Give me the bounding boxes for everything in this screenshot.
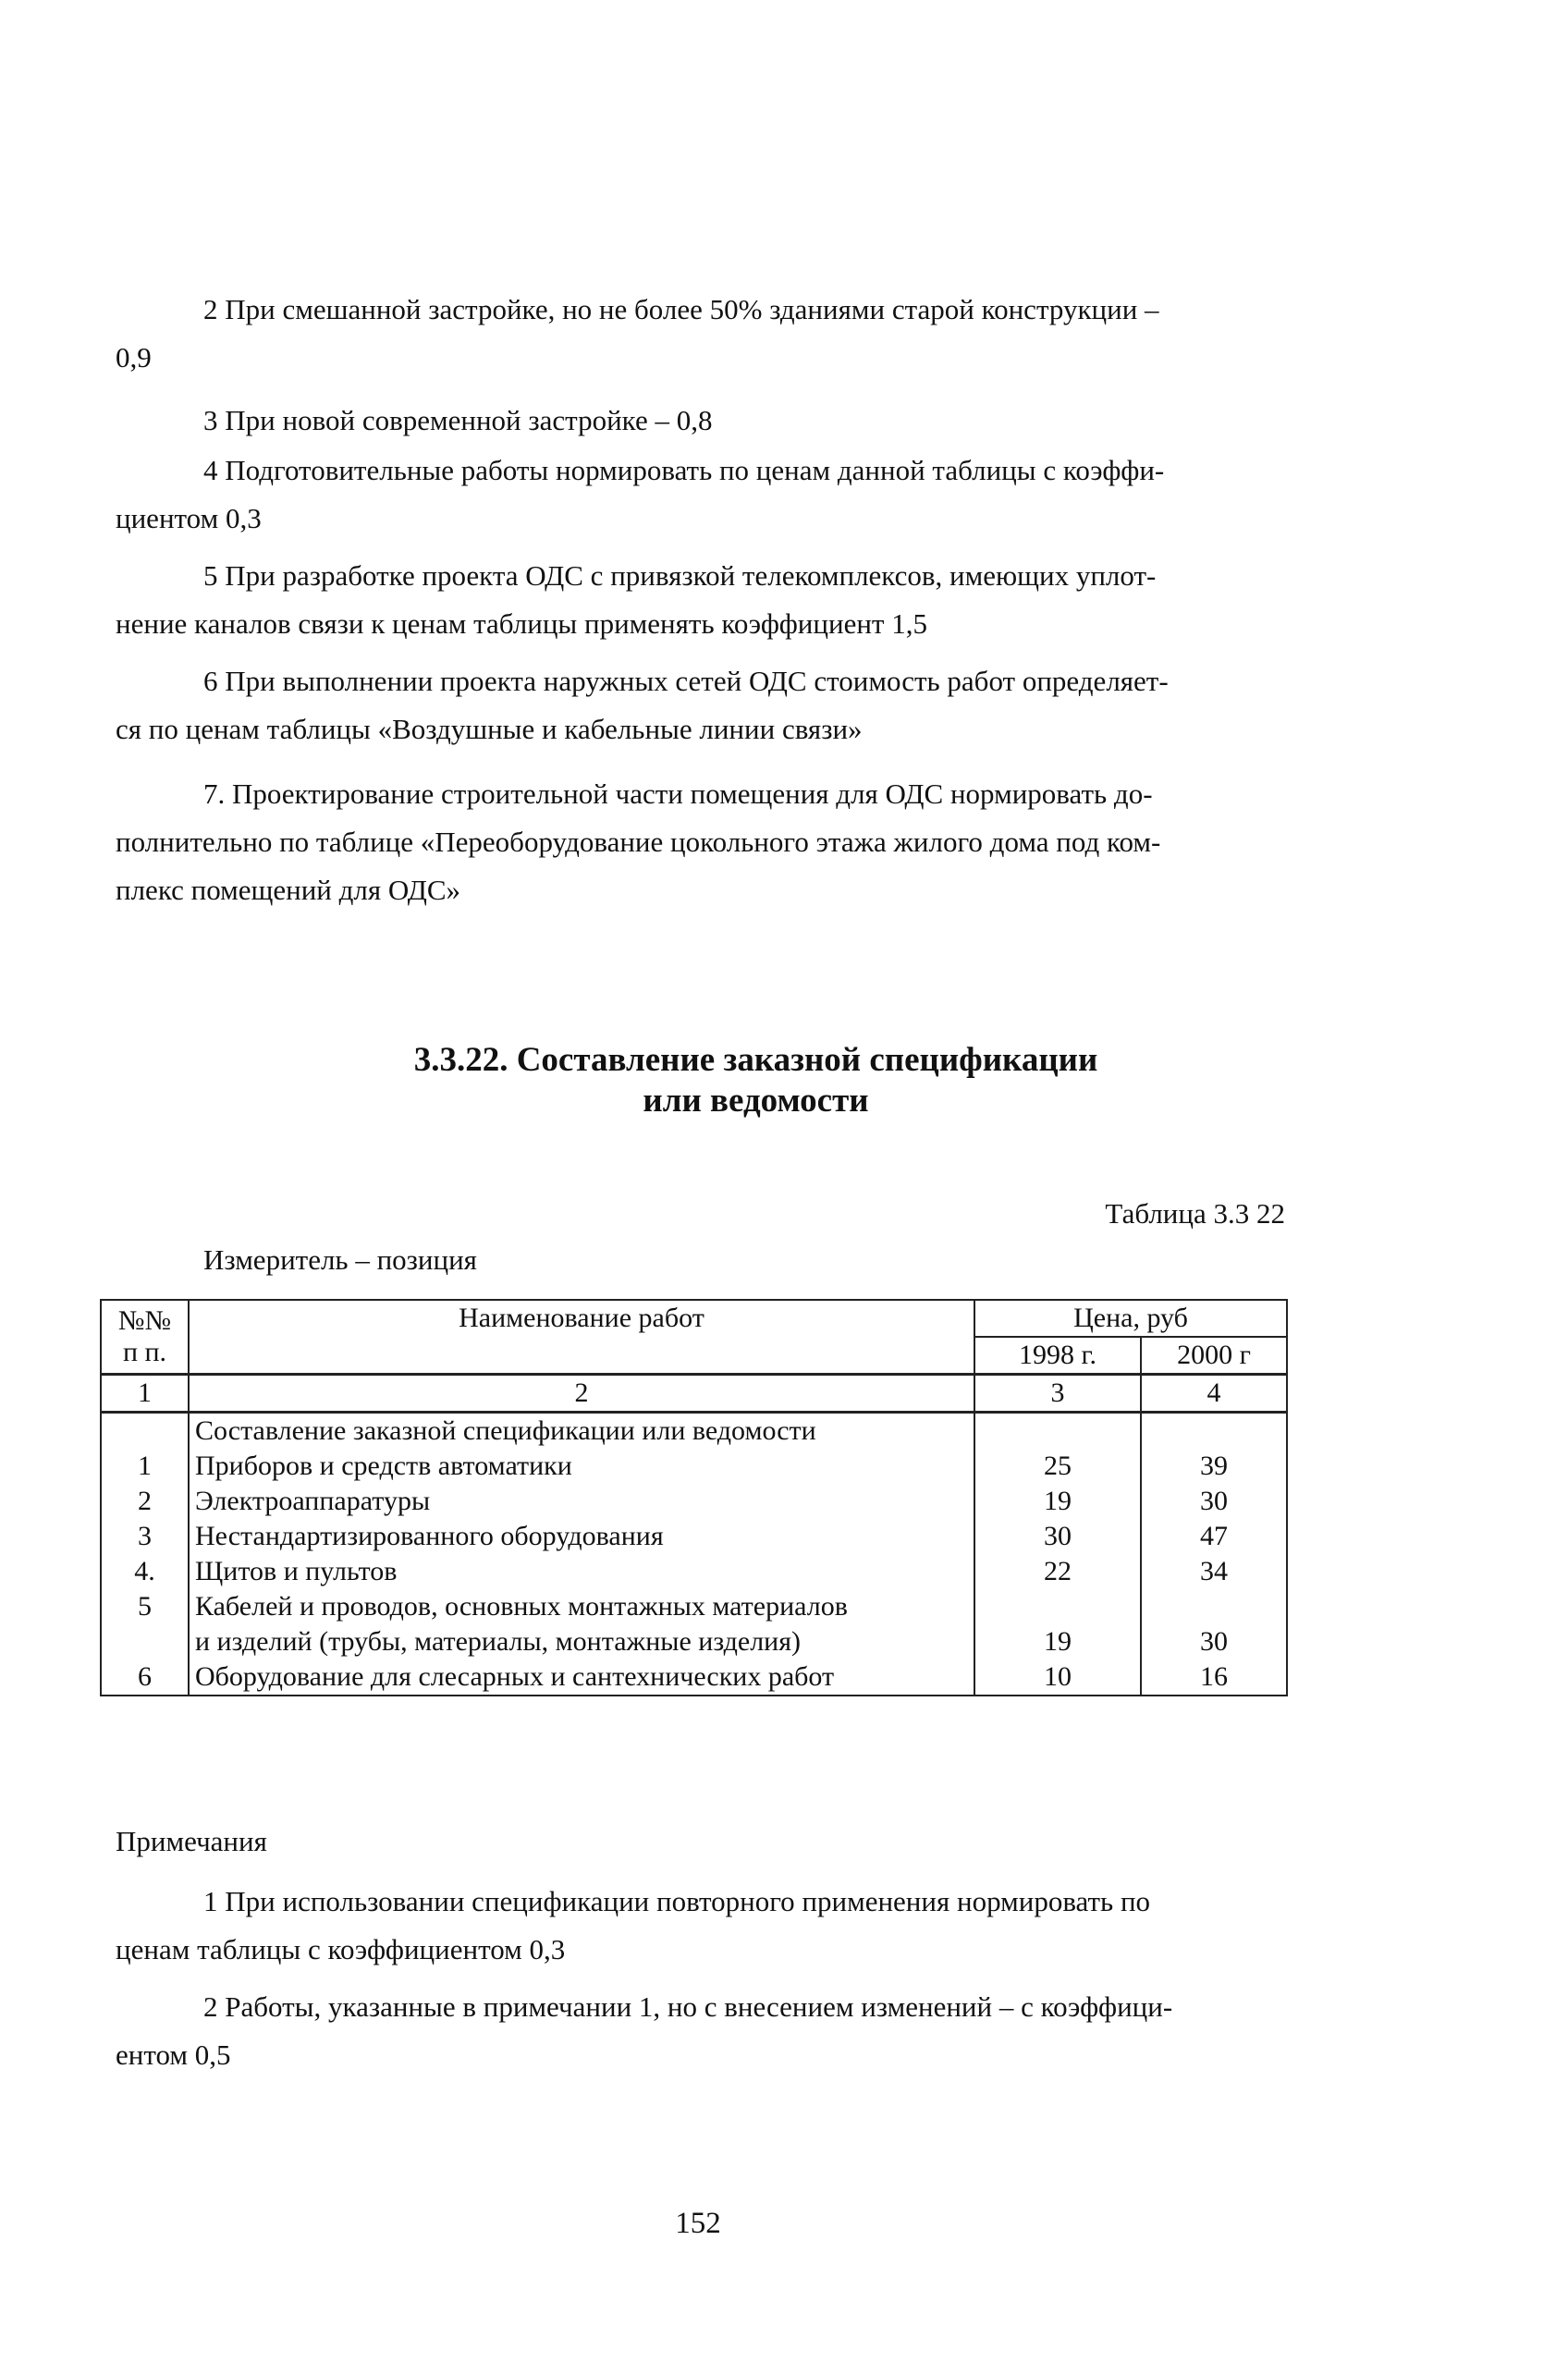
section-title-line2: или ведомости <box>643 1082 869 1120</box>
note-2: 2 Работы, указанные в примечании 1, но с внесением изменений – с коэффици- ентом 0,5 <box>116 1990 1173 2072</box>
row-number: 4. <box>101 1554 189 1589</box>
row-number: 1 <box>101 1449 189 1484</box>
table-row <box>101 1519 1287 1554</box>
intro-note-2: 2 При смешанной застройке, но не более 50% зданиями старой конструкции – 0,9 <box>116 293 1159 374</box>
price-1998: 22 <box>974 1554 1141 1589</box>
price-1998: 25 <box>974 1449 1141 1484</box>
table-caption: Таблица 3.3 22 <box>1105 1197 1285 1230</box>
column-number-row <box>101 1375 1287 1413</box>
row-name: Приборов и средств автоматики <box>189 1449 974 1484</box>
section-title-line1: 3.3.22. Составление заказной спецификации <box>413 1041 1098 1079</box>
row-name: Электроаппаратуры <box>189 1484 974 1519</box>
row-name: Кабелей и проводов, основных монтажных материалов <box>189 1589 974 1624</box>
header-price: Цена, руб <box>974 1300 1287 1337</box>
measure-unit: Измеритель – позиция <box>203 1243 477 1276</box>
header-year-1998: 1998 г. <box>974 1337 1141 1375</box>
price-1998: 10 <box>974 1659 1141 1696</box>
row-number: 3 <box>101 1519 189 1554</box>
price-1998 <box>974 1589 1141 1624</box>
table-row <box>101 1413 1287 1450</box>
page-number: 152 <box>675 2207 721 2240</box>
header-name: Наименование работ <box>189 1300 974 1375</box>
row-number <box>101 1624 189 1659</box>
column-number: 1 <box>101 1375 189 1413</box>
row-number: 5 <box>101 1589 189 1624</box>
intro-note-5: 5 При разработке проекта ОДС с привязкой телекомплексов, имеющих уплот- нение каналов связи к ценам таблицы применять коэффициент 1,5 <box>116 559 1157 641</box>
price-2000: 30 <box>1141 1484 1287 1519</box>
price-2000: 39 <box>1141 1449 1287 1484</box>
price-1998: 19 <box>974 1624 1141 1659</box>
table-row <box>101 1554 1287 1589</box>
intro-note-7: 7. Проектирование строительной части помещения для ОДС нормировать до- полнительно по таблице «Переоборудование цокольного этажа жилого дома под ком- плекс помещений для ОДС» <box>116 777 1161 907</box>
table-row <box>101 1624 1287 1659</box>
row-number: 2 <box>101 1484 189 1519</box>
price-2000: 47 <box>1141 1519 1287 1554</box>
intro-note-4: 4 Подготовительные работы нормировать по ценам данной таблицы с коэффи- циентом 0,3 <box>116 454 1165 535</box>
table-row <box>101 1484 1287 1519</box>
row-name: Щитов и пультов <box>189 1554 974 1589</box>
price-2000: 16 <box>1141 1659 1287 1696</box>
row-name: Оборудование для слесарных и сантехнических работ <box>189 1659 974 1696</box>
table-row <box>101 1589 1287 1624</box>
price-1998: 30 <box>974 1519 1141 1554</box>
section-title <box>227 1040 1285 1122</box>
table-row <box>101 1449 1287 1484</box>
table-row <box>101 1659 1287 1696</box>
row-number: 6 <box>101 1659 189 1696</box>
header-year-2000: 2000 г <box>1141 1337 1287 1375</box>
column-number: 2 <box>189 1375 974 1413</box>
column-number: 4 <box>1141 1375 1287 1413</box>
price-1998: 19 <box>974 1484 1141 1519</box>
group-title: Составление заказной спецификации или ведомости <box>189 1413 974 1450</box>
price-2000: 34 <box>1141 1554 1287 1589</box>
intro-note-6: 6 При выполнении проекта наружных сетей ОДС стоимость работ определяет- ся по ценам таблицы «Воздушные и кабельные линии связи» <box>116 665 1169 746</box>
price-2000: 30 <box>1141 1624 1287 1659</box>
table-header-row <box>101 1300 1287 1337</box>
header-number: №№ п п. <box>101 1300 189 1375</box>
column-number: 3 <box>974 1375 1141 1413</box>
intro-note-3: 3 При новой современной застройке – 0,8 <box>203 404 713 436</box>
price-table <box>100 1299 1288 1696</box>
row-name: и изделий (трубы, материалы, монтажные изделия) <box>189 1624 974 1659</box>
price-2000 <box>1141 1589 1287 1624</box>
note-1: 1 При использовании спецификации повторного применения нормировать по ценам таблицы с коэффициентом 0,3 <box>116 1885 1151 1966</box>
row-name: Нестандартизированного оборудования <box>189 1519 974 1554</box>
notes-title: Примечания <box>116 1825 267 1857</box>
